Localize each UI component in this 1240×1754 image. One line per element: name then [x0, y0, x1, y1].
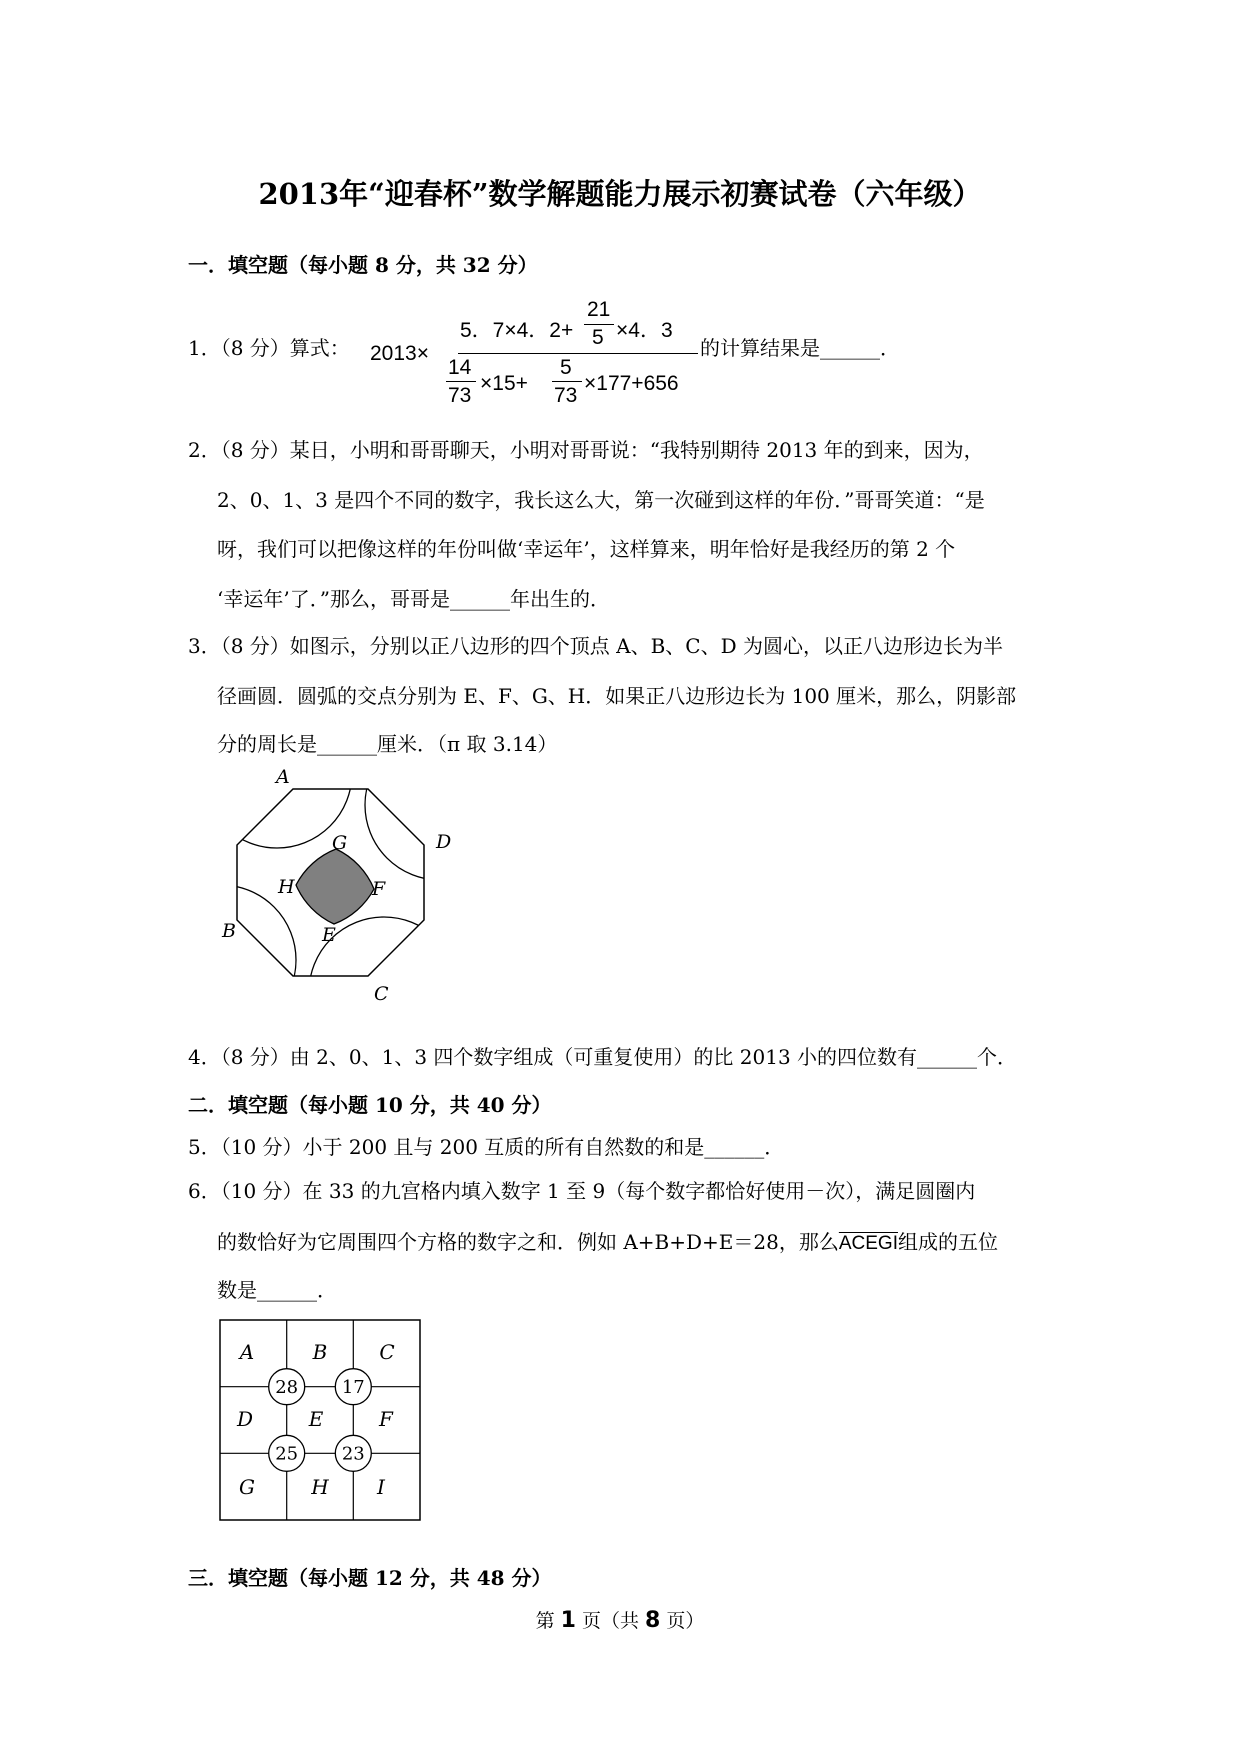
q2-line-4: ‘幸运年’了．”那么，哥哥是______年出生的． [217, 587, 610, 611]
circle-value-25: 25 [275, 1443, 299, 1465]
q2-line-1: 2．（8 分）某日，小明和哥哥聊天，小明对哥哥说：“我特别期待 2013 年的到来，因为， [188, 438, 984, 462]
label-f: F [372, 878, 386, 900]
page-title: 2013年“迎春杯”数学解题能力展示初赛试卷（六年级） [258, 177, 982, 211]
q3-line-2: 径画圆．圆弧的交点分别为 E、F、G、H．如果正八边形边长为 100 厘米，那么，阴影部 [217, 684, 1017, 708]
circle-value-17: 17 [341, 1377, 365, 1398]
label-g: G [332, 832, 348, 854]
q1-main-fraction-bar [458, 353, 698, 354]
page-footer [0, 1606, 1240, 1633]
q6-overlined-number: ACEGI [838, 1233, 898, 1254]
octagon-figure [200, 760, 470, 1010]
q1-den-frac2-bottom: 73 [554, 384, 578, 407]
section-2-heading: 二．填空题（每小题 10 分，共 40 分） [188, 1093, 552, 1117]
label-b: B [222, 920, 236, 942]
arc-b [200, 885, 296, 1010]
cell-i: I [377, 1475, 385, 1499]
q1-suffix: 的计算结果是______． [700, 336, 900, 360]
label-h: H [278, 876, 295, 898]
cell-f: F [379, 1407, 393, 1431]
footer-post: 页） [666, 1610, 705, 1632]
q1-den-frac1-top: 14 [448, 356, 472, 379]
footer-page-number: 1 [560, 1608, 576, 1633]
q5-text: 5．（10 分）小于 200 且与 200 互质的所有自然数的和是______． [188, 1135, 785, 1159]
label-a: A [276, 766, 290, 788]
footer-total-pages: 8 [645, 1608, 661, 1633]
nine-grid-figure [216, 1316, 426, 1526]
q1-lead: 2013× [370, 342, 429, 365]
q2-line-2: 2、0、1、3 是四个不同的数字，我长这么大，第一次碰到这样的年份．”哥哥笑道：“是 [217, 488, 985, 512]
q6-line-2-end: 组成的五位 [897, 1230, 998, 1254]
cell-b: B [312, 1340, 328, 1364]
q1-den-frac1-bar [446, 381, 476, 382]
q6-line-3: 数是______． [217, 1278, 337, 1302]
q2-line-3: 呀，我们可以把像这样的年份叫做‘幸运年’，这样算来，明年恰好是我经历的第 2 个 [217, 537, 956, 561]
label-d: D [436, 831, 452, 853]
label-e: E [322, 924, 336, 946]
q1-den-frac2-top: 5 [560, 356, 572, 379]
q1-den-mid: ×15+ [480, 372, 528, 395]
shaded-region [296, 849, 374, 924]
cell-e: E [308, 1407, 324, 1431]
q3-line-3: 分的周长是______厘米．（π 取 3.14） [217, 732, 558, 756]
footer-mid: 页（共 [581, 1610, 639, 1632]
cell-d: D [236, 1407, 254, 1431]
q1-numerator-a: 5．7×4．2+ [460, 319, 574, 342]
circle-value-28: 28 [275, 1377, 299, 1398]
q1-den-tail: ×177+656 [584, 372, 679, 395]
section-1-heading: 一．填空题（每小题 8 分，共 32 分） [188, 253, 538, 277]
q6-line-2-start: 的数恰好为它周围四个方格的数字之和．例如 A+B+D+E＝28，那么 [217, 1230, 839, 1254]
q1-den-frac2-bar [552, 381, 582, 382]
q6-line-1: 6．（10 分）在 33 的九宫格内填入数字 1 至 9（每个数字都恰好使用－次），满足圆圈内 [188, 1179, 976, 1203]
footer-pre: 第 [535, 1610, 555, 1632]
q4-text: 4．（8 分）由 2、0、1、3 四个数字组成（可重复使用）的比 2013 小的四位数有______个． [188, 1045, 1018, 1069]
q1-frac1-bottom: 5 [592, 326, 604, 349]
q1-prefix: 1．（8 分）算式： [188, 336, 350, 360]
cell-a: A [239, 1340, 255, 1364]
q3-line-1: 3．（8 分）如图示，分别以正八边形的四个顶点 A、B、C、D 为圆心，以正八边形边长为半 [188, 634, 1003, 658]
q1-frac1-bar [584, 324, 614, 325]
cell-c: C [379, 1340, 395, 1364]
section-3-heading: 三．填空题（每小题 12 分，共 48 分） [188, 1566, 552, 1590]
q1-frac1-top: 21 [587, 298, 611, 321]
q1-numerator-b: ×4．3 [616, 319, 673, 342]
q1-den-frac1-bottom: 73 [448, 384, 472, 407]
cell-h: H [311, 1475, 329, 1499]
label-c: C [374, 983, 389, 1005]
cell-g: G [239, 1475, 255, 1499]
q6-line-2 [217, 1228, 998, 1258]
arc-d [365, 760, 470, 880]
circle-value-23: 23 [341, 1443, 365, 1465]
